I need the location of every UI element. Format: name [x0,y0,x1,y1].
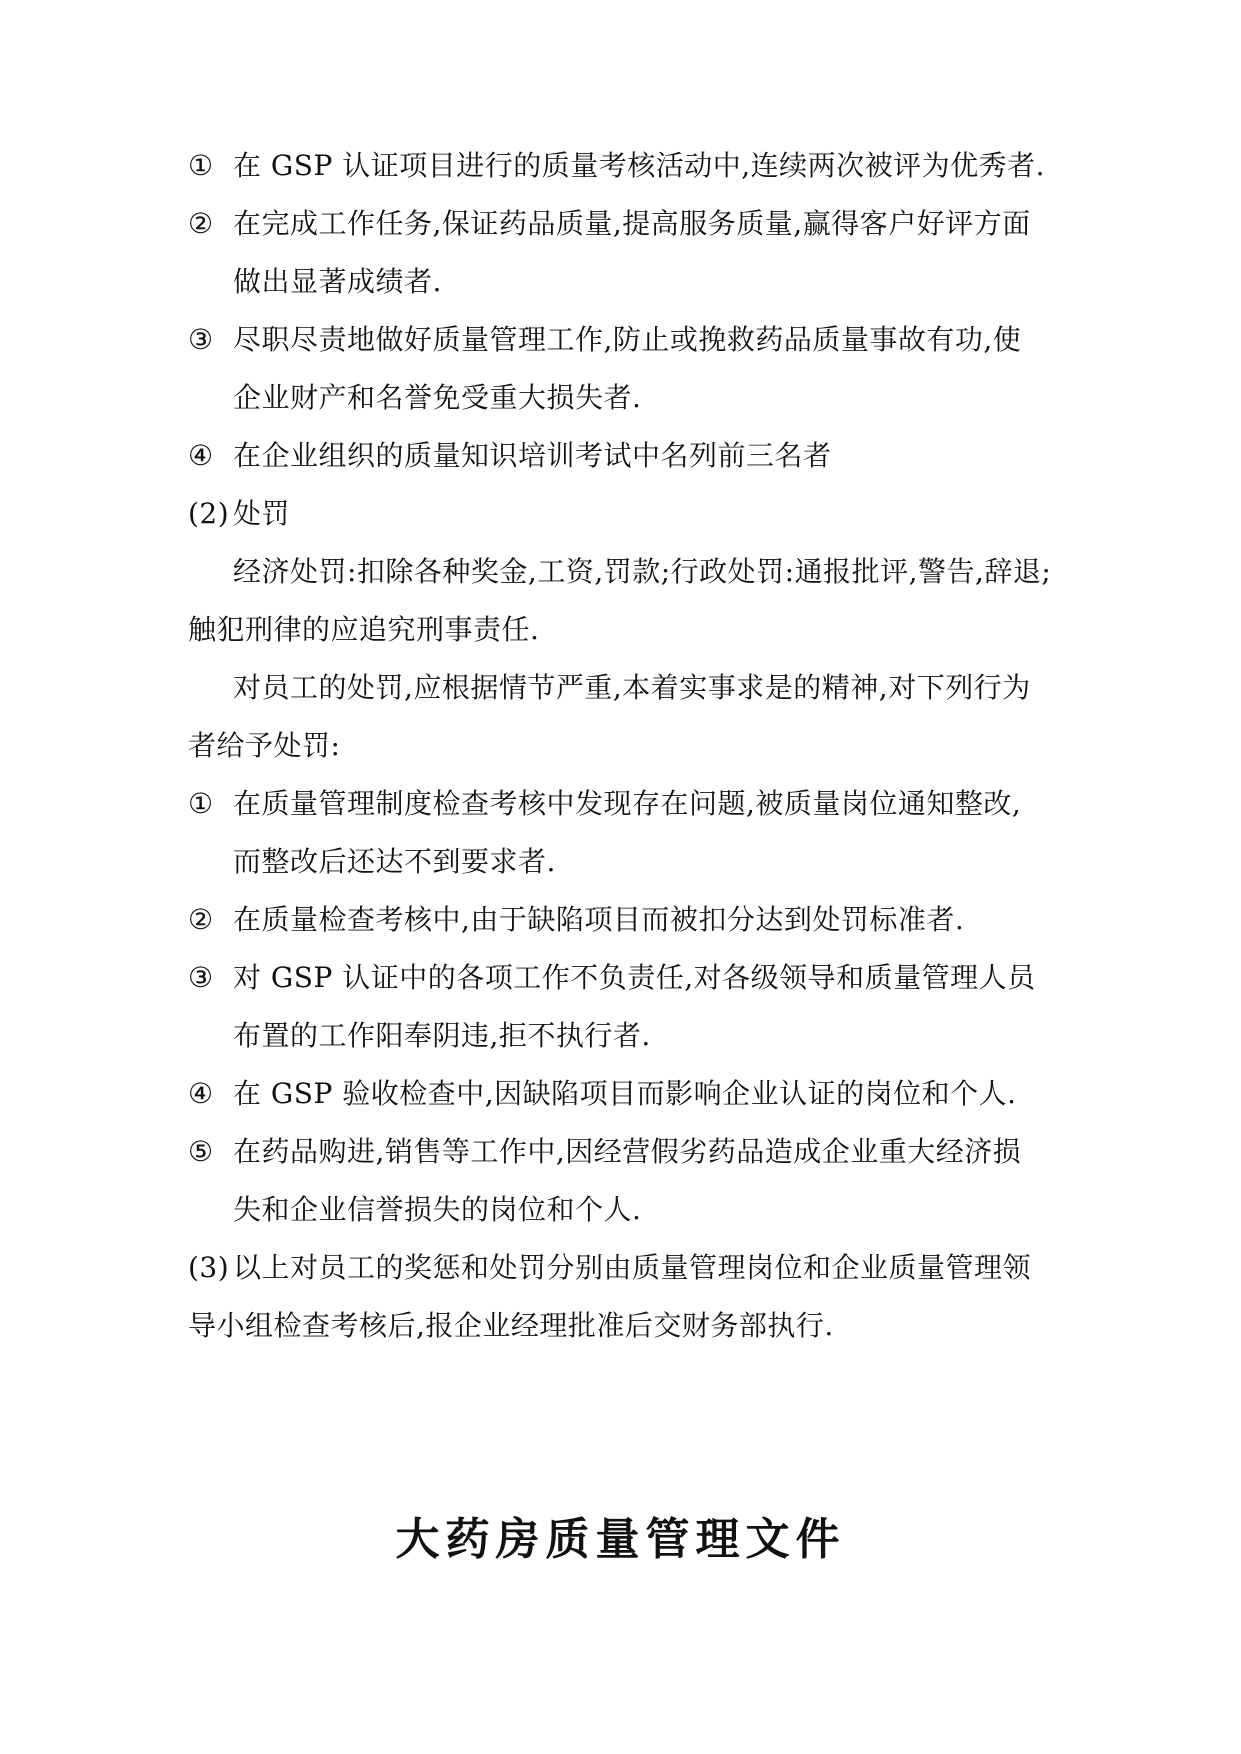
penalty-item-5 [188,1132,1068,1172]
section-number: (2) [188,497,230,530]
item-number: ③ [188,961,214,994]
penalty-item-3-continuation: 布置的工作阳奉阴违,拒不执行者. [233,1019,651,1052]
item-number: ② [188,207,214,240]
item-text: 在质量检查考核中,由于缺陷项目而被扣分达到处罚标准者. [233,903,965,936]
penalty-item-3 [188,958,1068,998]
reward-item-3-continuation: 企业财产和名誉免受重大损失者. [233,381,642,414]
penalty-item-2 [188,900,1068,940]
penalty-item-4 [188,1074,1068,1114]
reward-item-2-continuation: 做出显著成绩者. [233,265,442,298]
item-text: 在 GSP 认证项目进行的质量考核活动中,连续两次被评为优秀者. [233,149,1045,182]
penalty-intro-line-2: 者给予处罚: [188,729,341,762]
section-number: (3) [188,1251,230,1284]
reward-item-2 [188,204,1068,244]
section-2-heading [188,494,1068,534]
penalty-item-1-continuation: 而整改后还达不到要求者. [233,845,556,878]
document-title: 大药房质量管理文件 [395,1514,846,1565]
reward-item-4 [188,436,1068,476]
penalty-item-5-continuation: 失和企业信誉损失的岗位和个人. [233,1193,642,1226]
section-3-line-2: 导小组检查考核后,报企业经理批准后交财务部执行. [188,1309,834,1342]
item-number: ① [188,149,214,182]
penalty-intro-line-1: 对员工的处罚,应根据情节严重,本着实事求是的精神,对下列行为 [233,671,1031,704]
reward-item-3 [188,320,1068,360]
item-number: ② [188,903,214,936]
penalty-types-line-1: 经济处罚:扣除各种奖金,工资,罚款;行政处罚:通报批评,警告,辞退; [233,555,1052,588]
item-text: 在 GSP 验收检查中,因缺陷项目而影响企业认证的岗位和个人. [233,1077,1017,1110]
item-text: 对 GSP 认证中的各项工作不负责任,对各级领导和质量管理人员 [233,961,1036,994]
item-text: 在完成工作任务,保证药品质量,提高服务质量,赢得客户好评方面 [233,207,1031,240]
item-text: 在企业组织的质量知识培训考试中名列前三名者 [233,439,832,472]
penalty-item-1 [188,784,1068,824]
item-number: ⑤ [188,1135,214,1168]
item-text: 尽职尽责地做好质量管理工作,防止或挽救药品质量事故有功,使 [233,323,1022,356]
item-number: ③ [188,323,214,356]
item-text: 在药品购进,销售等工作中,因经营假劣药品造成企业重大经济损 [233,1135,1022,1168]
item-number: ④ [188,1077,214,1110]
penalty-types-line-2: 触犯刑律的应追究刑事责任. [188,613,540,646]
item-number: ④ [188,439,214,472]
section-3-line-1 [188,1248,1068,1288]
reward-item-1 [188,146,1068,186]
item-number: ① [188,787,214,820]
section-heading: 处罚 [233,497,291,530]
item-text: 在质量管理制度检查考核中发现存在问题,被质量岗位通知整改, [233,787,1022,820]
section-text: 以上对员工的奖惩和处罚分别由质量管理岗位和企业质量管理领 [233,1251,1032,1284]
